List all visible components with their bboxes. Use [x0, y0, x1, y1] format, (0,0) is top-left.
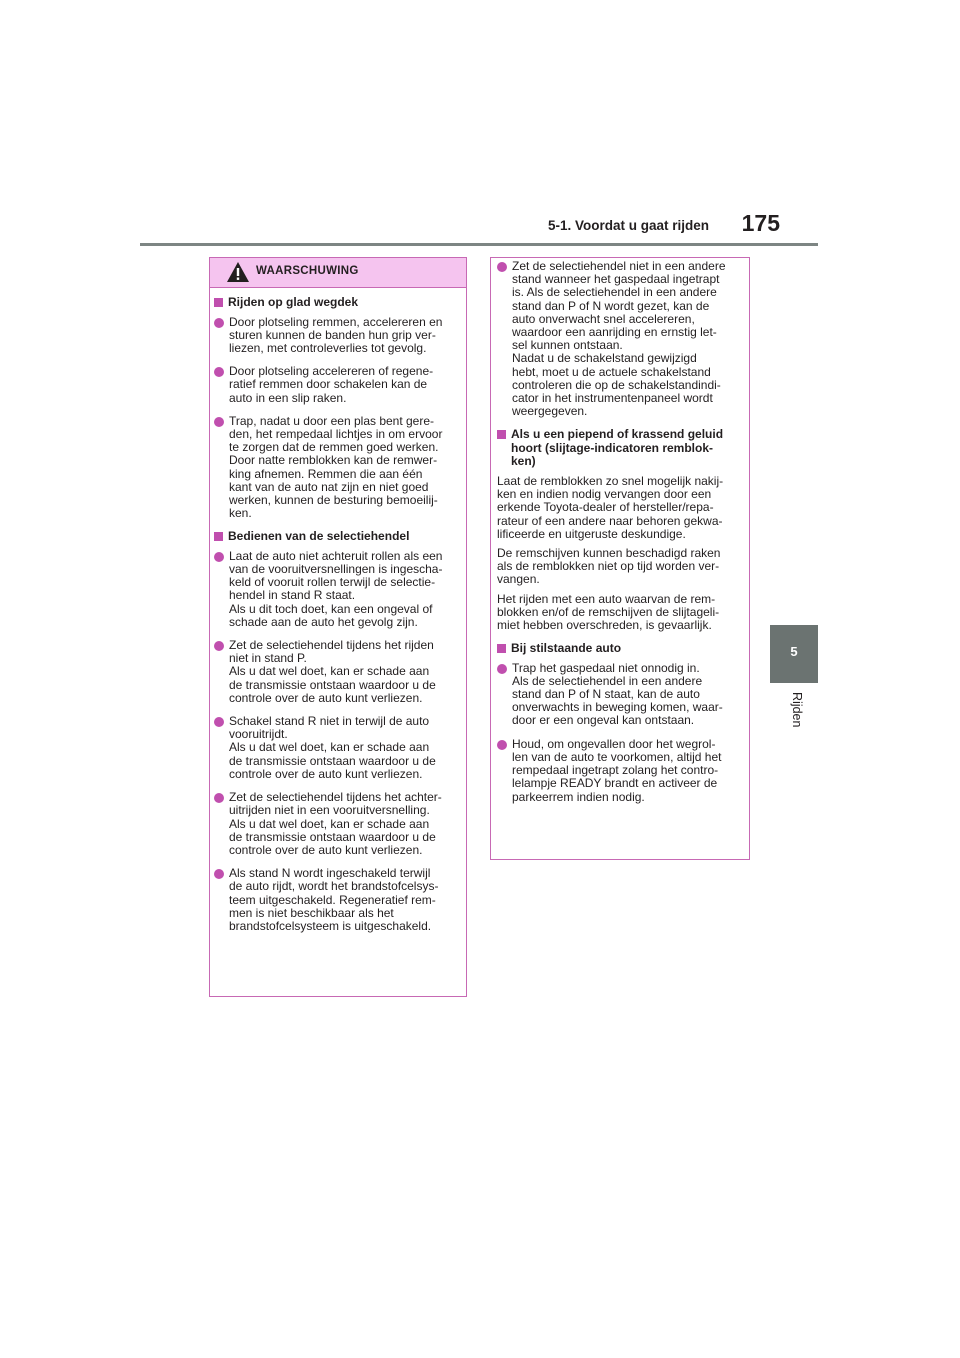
- square-bullet-icon: [497, 644, 506, 653]
- warning-content: [211, 290, 461, 933]
- list-item: Door plotseling accelereren of regene- ratief remmen door schakelen kan de auto in een slip raken.: [211, 365, 461, 405]
- page-header: [0, 0, 960, 250]
- square-bullet-icon: [497, 430, 506, 439]
- list-item: Door plotseling remmen, accelereren en sturen kunnen de banden hun grip ver- liezen, met controleverlies tot gevolg.: [211, 316, 461, 356]
- list-item: Schakel stand R niet in terwijl de auto vooruitrijdt. Als u dat wel doet, kan er schade aan de transmissie ontstaan waardoor u de controle over de auto kunt verliezen.: [211, 715, 461, 781]
- bullet-icon: [214, 641, 224, 651]
- bullet-icon: [214, 318, 224, 328]
- bullet-icon: [214, 417, 224, 427]
- chapter-label: Rijden: [790, 692, 804, 728]
- list-item: Trap het gaspedaal niet onnodig in. Als de selectiehendel in een andere stand dan P of N staat, kan de auto onverwachts in beweging komen, waar- door er een ongeval kan ontstaan.: [494, 662, 744, 728]
- warning-content-continued: [494, 260, 744, 804]
- bullet-icon: [214, 717, 224, 727]
- section-title: 5-1. Voordat u gaat rijden: [547, 218, 709, 233]
- list-item: Laat de auto niet achteruit rollen als een van de vooruitversnellingen is ingescha- keld of vooruit rollen terwijl de selectie- hendel in stand R staat. Als u dit toch doet, kan een ongeval of schade aan de auto het gevolg zijn.: [211, 550, 461, 629]
- list-item: Houd, om ongevallen door het wegrol- len van de auto te voorkomen, altijd het rempedaal ingetrapt zolang het contro- lelampje READY brandt en activeer de parkeerrem indien nodig.: [494, 738, 744, 804]
- warning-header: [210, 258, 466, 288]
- bullet-icon: [214, 869, 224, 879]
- bullet-icon: [497, 262, 507, 272]
- paragraph: De remschijven kunnen beschadigd raken als de remblokken niet op tijd worden ver- vangen.: [497, 545, 721, 587]
- heading-brake-wear: Als u een piepend of krassend geluid hoort (slijtage-indicatoren remblok- ken): [494, 428, 744, 469]
- warning-title: WAARSCHUWING: [256, 265, 359, 277]
- bullet-icon: [214, 552, 224, 562]
- heading-slippery-road: Rijden op glad wegdek: [211, 296, 461, 310]
- heading-selector-lever: Bedienen van de selectiehendel: [211, 530, 461, 544]
- list-item: Zet de selectiehendel niet in een andere stand wanneer het gaspedaal ingetrapt is. Als de selectiehendel in een andere stand dan P of N wordt gezet, kan de auto onverwacht snel accelereren, waardoor een aanrijding en ernstig let- sel kunnen ontstaan. Nadat u de schakelstand gewijzigd hebt, moet u de actuele schakelstand controleren die op de schakelstandindi- cator in het instrumentenpaneel wordt weergegeven.: [494, 260, 744, 418]
- bullet-icon: [214, 367, 224, 377]
- header-divider: [140, 243, 818, 246]
- heading-stationary: Bij stilstaande auto: [494, 642, 744, 656]
- chapter-number: 5: [790, 644, 798, 659]
- warning-triangle-icon: [226, 261, 250, 283]
- bullet-icon: [497, 664, 507, 674]
- paragraph: Het rijden met een auto waarvan de rem- blokken en/of de remschijven de slijtageli- miet hebben overschreden, is gevaarlijk.: [497, 591, 720, 632]
- list-item: Als stand N wordt ingeschakeld terwijl de auto rijdt, wordt het brandstofcelsys- teem uitgeschakeld. Regeneratief rem- men is niet beschikbaar als het brandstofcelsysteem is uitgeschakeld.: [211, 867, 461, 933]
- bullet-icon: [214, 793, 224, 803]
- list-item: Trap, nadat u door een plas bent gere- den, het rempedaal lichtjes in om ervoor te zorgen dat de remmen goed werken. Door natte remblokken kan de remwer- king afnemen. Remmen die aan één kant van de auto nat zijn en niet goed werken, kunnen de besturing bemoeilij- ken.: [211, 415, 461, 521]
- paragraph: Laat de remblokken zo snel mogelijk nakij- ken en indien nodig vervangen door een erkende Toyota-dealer of hersteller/repa- rateur of een andere naar behoren gekwa- lificeerde en uitgeruste deskundige.: [497, 473, 724, 541]
- list-item: Zet de selectiehendel tijdens het rijden niet in stand P. Als u dat wel doet, kan er schade aan de transmissie ontstaan waardoor u de controle over de auto kunt verliezen.: [211, 639, 461, 705]
- chapter-tab: [770, 625, 818, 683]
- bullet-icon: [497, 740, 507, 750]
- list-item: Zet de selectiehendel tijdens het achter- uitrijden niet in een vooruitversnelling. Als u dat wel doet, kan er schade aan de transmissie ontstaan waardoor u de controle over de auto kunt verliezen.: [211, 791, 461, 857]
- page-number: 175: [741, 210, 780, 236]
- square-bullet-icon: [214, 298, 223, 307]
- square-bullet-icon: [214, 532, 223, 541]
